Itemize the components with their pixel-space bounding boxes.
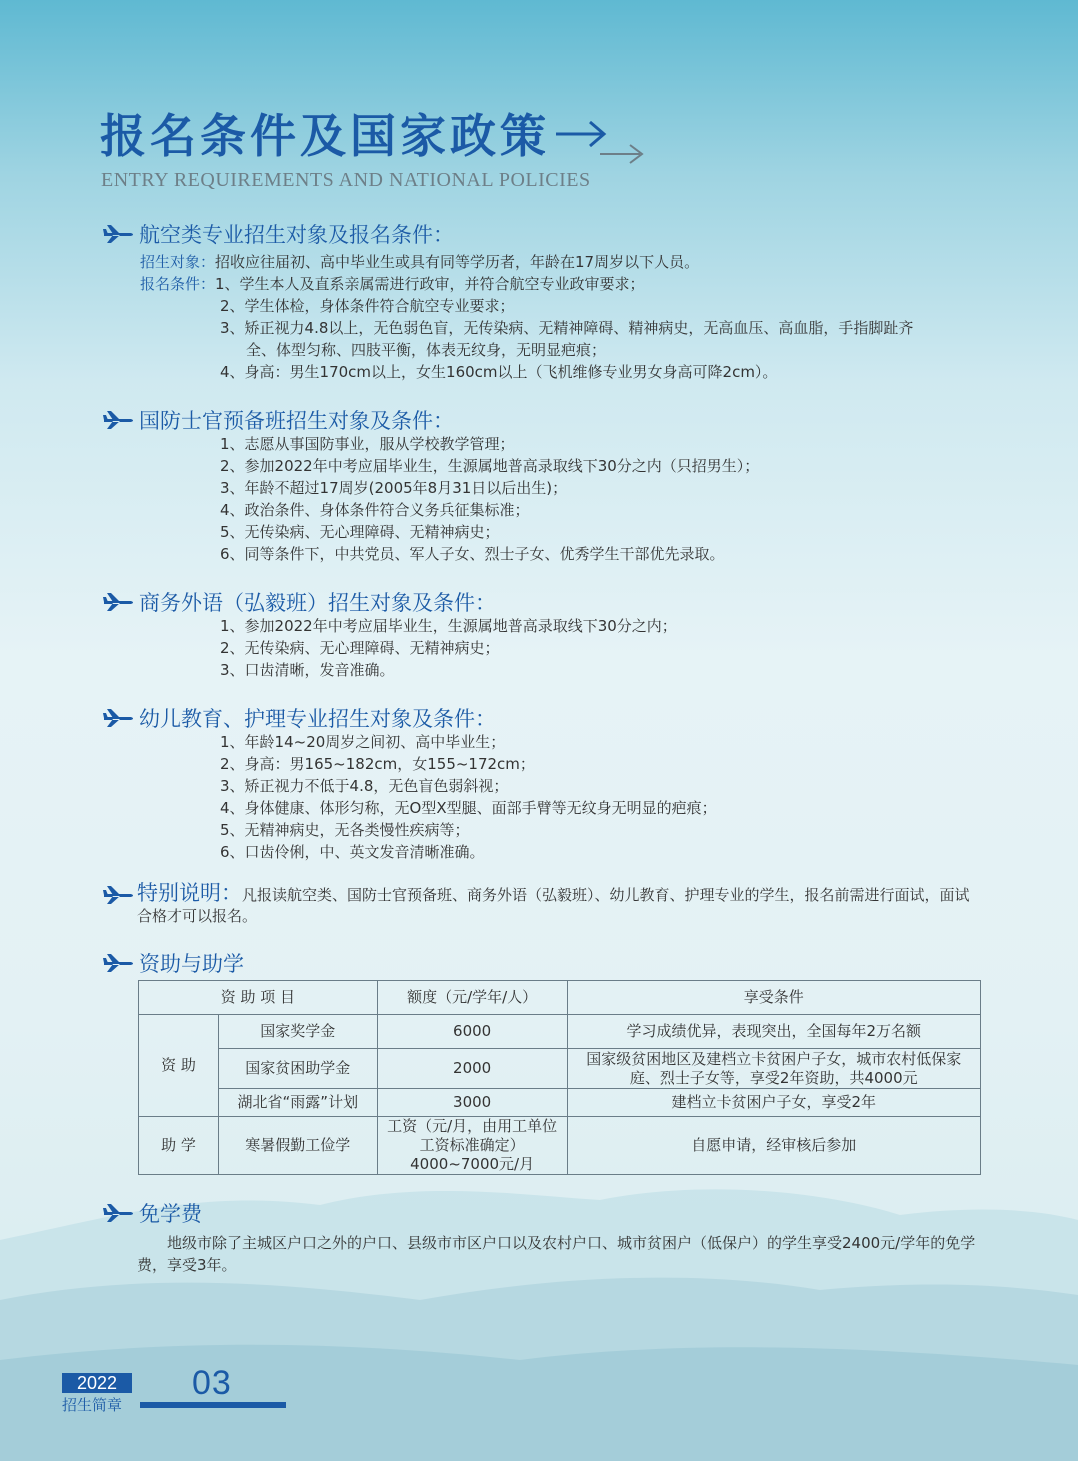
table-cell: 2000	[377, 1049, 567, 1089]
page-subtitle: ENTRY REQUIREMENTS AND NATIONAL POLICIES	[101, 169, 591, 191]
section-heading-text: 免学费	[139, 1202, 202, 1226]
table-row	[139, 1049, 981, 1089]
table-group-label: 助 学	[139, 1117, 219, 1175]
section-heading-aviation	[103, 219, 454, 249]
page-number: 03	[192, 1364, 232, 1402]
list-item: 2、参加2022年中考应届毕业生，生源属地普高录取线下30分之内（只招男生）；	[220, 457, 760, 475]
list-item: 4、身高：男生170cm以上，女生160cm以上（飞机维修专业男女身高可降2cm）。	[220, 363, 778, 381]
target-text: 招收应往届初、高中毕业生或具有同等学历者，年龄在17周岁以下人员。	[215, 253, 700, 271]
table-row	[139, 1089, 981, 1117]
special-note-text: 凡报读航空类、国防士官预备班、商务外语（弘毅班）、幼儿教育、护理专业的学生，报名前需进行面试，面试合格才可以报名。	[137, 886, 970, 925]
section-heading-text: 商务外语（弘毅班）招生对象及条件：	[139, 591, 496, 615]
section-heading-text: 资助与助学	[139, 952, 244, 976]
list-item: 3、年龄不超过17周岁(2005年8月31日以后出生)；	[220, 479, 568, 497]
table-cell: 建档立卡贫困户子女，享受2年	[567, 1089, 980, 1117]
list-item: 5、无传染病、无心理障碍、无精神病史；	[220, 523, 500, 541]
table-cell: 3000	[377, 1089, 567, 1117]
tuition-text: 地级市除了主城区户口之外的户口、县级市市区户口以及农村户口、城市贫困户（低保户）的学生享受2400元/学年的免学费，享受3年。	[137, 1234, 976, 1274]
list-item: 4、身体健康、体形匀称，无O型X型腿、面部手臂等无纹身无明显的疤痕；	[220, 799, 717, 817]
airplane-icon	[103, 224, 133, 244]
condition-line	[140, 273, 645, 295]
table-cell: 工资（元/月，由用工单位工资标准确定）4000~7000元/月	[377, 1117, 567, 1175]
table-header: 资 助 项 目	[139, 981, 378, 1015]
section-heading-text: 国防士官预备班招生对象及条件：	[139, 409, 454, 433]
list-item: 4、政治条件、身体条件符合义务兵征集标准；	[220, 501, 530, 519]
section-heading-text: 航空类专业招生对象及报名条件：	[139, 223, 454, 247]
target-line	[140, 251, 699, 273]
table-cell: 学习成绩优异，表现突出，全国每年2万名额	[567, 1015, 980, 1049]
list-item: 5、无精神病史，无各类慢性疾病等；	[220, 821, 470, 839]
section-heading-business	[103, 587, 496, 617]
footer-year-badge: 2022	[62, 1373, 132, 1393]
footer-bar	[140, 1402, 286, 1408]
table-header-row	[139, 981, 981, 1015]
airplane-icon	[103, 708, 133, 728]
table-cell: 国家奖学金	[218, 1015, 377, 1049]
page-title: 报名条件及国家政策	[100, 109, 550, 163]
airplane-icon	[103, 592, 133, 612]
aid-table	[138, 980, 981, 1175]
special-note-heading: 特别说明：	[137, 881, 242, 905]
table-cell: 国家级贫困地区及建档立卡贫困户子女，城市农村低保家庭、烈士子女等，享受2年资助，共4000元	[567, 1049, 980, 1089]
list-item: 3、口齿清晰，发音准确。	[220, 661, 395, 679]
arrow-right-icon	[548, 112, 648, 172]
section-heading-tuition	[103, 1198, 202, 1228]
table-cell: 自愿申请，经审核后参加	[567, 1117, 980, 1175]
airplane-icon	[103, 410, 133, 430]
list-item: 2、身高：男165~182cm，女155~172cm；	[220, 755, 535, 773]
target-label: 招生对象：	[140, 253, 216, 271]
list-item: 3、矫正视力不低于4.8，无色盲色弱斜视；	[220, 777, 509, 795]
table-cell: 湖北省“雨露”计划	[218, 1089, 377, 1117]
list-item: 1、年龄14~20周岁之间初、高中毕业生；	[220, 733, 506, 751]
airplane-icon	[103, 885, 133, 905]
footer-label: 招生简章	[62, 1396, 123, 1414]
special-note	[137, 883, 982, 927]
list-item: 6、同等条件下，中共党员、军人子女、烈士子女、优秀学生干部优先录取。	[220, 545, 725, 563]
section-heading-text: 幼儿教育、护理专业招生对象及条件：	[139, 707, 496, 731]
table-row	[139, 1015, 981, 1049]
list-item: 3、矫正视力4.8以上，无色弱色盲，无传染病、无精神障碍、精神病史，无高血压、高血脂，手指脚趾齐	[220, 319, 914, 337]
table-row	[139, 1117, 981, 1175]
list-item: 1、学生本人及直系亲属需进行政审，并符合航空专业政审要求；	[215, 275, 645, 293]
list-item: 全、体型匀称、四肢平衡，体表无纹身，无明显疤痕；	[246, 341, 607, 359]
table-cell: 寒暑假勤工俭学	[218, 1117, 377, 1175]
section-heading-childcare	[103, 703, 496, 733]
table-header: 额度（元/学年/人）	[377, 981, 567, 1015]
table-cell: 国家贫困助学金	[218, 1049, 377, 1089]
section-heading-defense	[103, 405, 454, 435]
table-header: 享受条件	[567, 981, 980, 1015]
list-item: 6、口齿伶俐，中、英文发音清晰准确。	[220, 843, 485, 861]
section-heading-aid	[103, 948, 244, 978]
condition-label: 报名条件：	[140, 275, 216, 293]
list-item: 2、学生体检，身体条件符合航空专业要求；	[220, 297, 515, 315]
list-item: 1、志愿从事国防事业，服从学校教学管理；	[220, 435, 515, 453]
airplane-icon	[103, 953, 133, 973]
airplane-icon	[103, 1203, 133, 1223]
list-item: 2、无传染病、无心理障碍、无精神病史；	[220, 639, 500, 657]
table-cell: 6000	[377, 1015, 567, 1049]
table-group-label: 资 助	[139, 1015, 219, 1117]
list-item: 1、参加2022年中考应届毕业生，生源属地普高录取线下30分之内；	[220, 617, 677, 635]
